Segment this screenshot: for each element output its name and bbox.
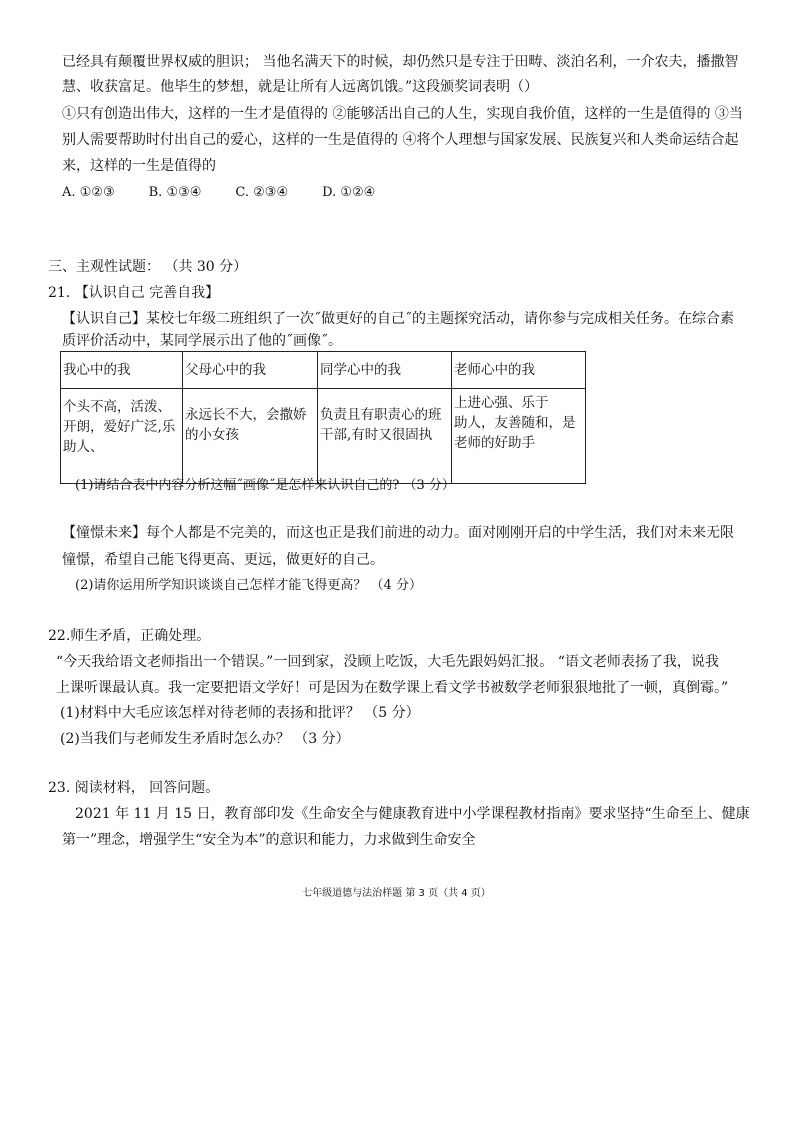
self-image-table — [60, 351, 586, 484]
q20-statement-line-1: ①只有创造出伟大，这样的一生才是值得的 ②能够活出自己的人生，实现自我价值，这样的一生是值得的 ③当 — [62, 106, 743, 122]
q21-intro-line-1: 【认识自己】某校七年级二班组织了一次˝做更好的自己˝的主题探究活动，请你参与完成相关任务。在综合素 — [62, 311, 734, 327]
page-footer: 七年级道德与法治样题 第 3 页（共 4 页） — [302, 888, 491, 899]
q23-material-line-1: 2021 年 11 月 15 日，教育部印发《生命安全与健康教育进中小学课程教材指南》要求坚持“生命至上、健康 — [75, 806, 750, 822]
choice-a: A. ①②③ — [62, 185, 115, 200]
q21-subquestion-1: (1)请结合表中内容分析这幅˝画像˝是怎样来认识自己的? （3 分） — [75, 478, 455, 493]
table-row — [61, 389, 586, 484]
q22-subquestion-1: (1)材料中大毛应该怎样对待老师的表扬和批评？ （5 分） — [60, 705, 420, 721]
q21-intro-line-2: 质评价活动中，某同学展示出了他的˝画像˝。 — [62, 333, 342, 349]
q20-stem-line-1: 已经具有颠覆世界权威的胆识； 当他名满天下的时候，却仍然只是专注于田畴、淡泊名利，一介农夫，播撒智 — [62, 54, 739, 70]
q21-part2-line-2: 憧憬，希望自己能飞得更高、更远，做更好的自己。 — [62, 552, 384, 568]
q20-statement-line-3: 来，这样的一生是值得的 — [62, 158, 216, 174]
q23-title: 23. 阅读材料， 回答问题。 — [48, 780, 220, 796]
q22-material-line-2: 上课听课最认真。我一定要把语文学好！可是因为在数学课上看文学书被数学老师狠狠地批了一顿，真倒霉。” — [56, 680, 729, 696]
table-header-row — [61, 352, 586, 389]
choice-c: C. ②③④ — [235, 185, 289, 200]
table-cell-self: 个头不高，活泼、 开朗，爱好广泛,乐 助人、 — [61, 389, 183, 484]
q20-stem-line-2: 慧、收获富足。他毕生的梦想，就是让所有人远离饥饿。”这段颁奖词表明（） — [62, 79, 539, 95]
table-header-cell: 我心中的我 — [61, 352, 183, 389]
table-header-cell: 老师心中的我 — [452, 352, 586, 389]
q23-material-line-2: 第一”理念，增强学生“安全为本”的意识和能力，力求做到生命安全 — [62, 832, 476, 848]
section-3-heading: 三、主观性试题： （共 30 分） — [48, 259, 248, 275]
q22-material-line-1: “今天我给语文老师指出一个错误。”一回到家，没顾上吃饭，大毛先跟妈妈汇报。 “语文老师表扬了我，说我 — [56, 654, 719, 670]
choice-b: B. ①③④ — [148, 185, 202, 200]
choice-d: D. ①②④ — [322, 185, 376, 200]
table-cell-teacher: 上进心强、乐于 助人，友善随和，是 老师的好助手 — [452, 389, 586, 484]
q22-subquestion-2: (2)当我们与老师发生矛盾时怎么办？ （3 分） — [60, 731, 350, 747]
table-cell-parents: 永远长不大，会撒娇 的小女孩 — [183, 389, 318, 484]
table-header-cell: 父母心中的我 — [183, 352, 318, 389]
q21-part2-line-1: 【憧憬未来】每个人都是不完美的，而这也正是我们前进的动力。面对刚刚开启的中学生活，我们对未来无限 — [62, 525, 734, 541]
q22-title: 22.师生矛盾，正确处理。 — [48, 628, 211, 644]
q21-subquestion-2: (2)请你运用所学知识谈谈自己怎样才能飞得更高？ （4 分） — [75, 578, 422, 593]
q21-title: 21. 【认识自己 完善自我】 — [48, 285, 220, 301]
q20-answer-choices — [62, 183, 375, 203]
table-header-cell: 同学心中的我 — [318, 352, 452, 389]
q20-statement-line-2: 别人需要帮助时付出自己的爱心，这样的一生是值得的 ④将个人理想与国家发展、民族复兴和人类命运结合起 — [62, 132, 739, 148]
table-cell-classmates: 负责且有职责心的班 干部,有时又很固执 — [318, 389, 452, 484]
